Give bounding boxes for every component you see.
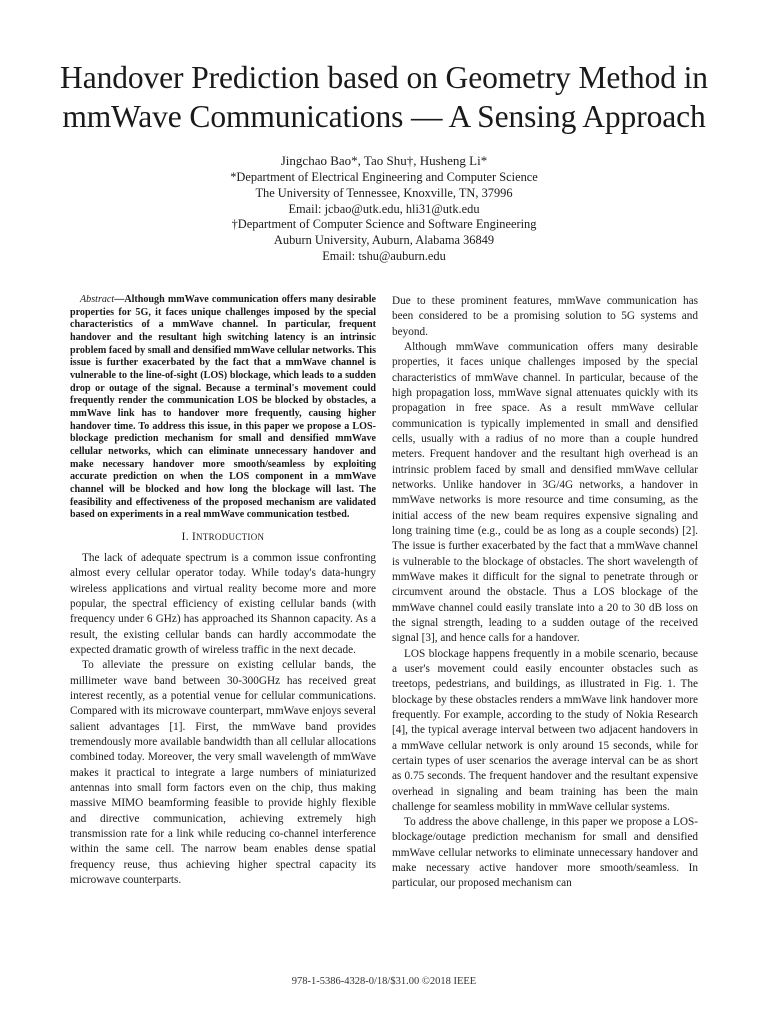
author-names: Jingchao Bao*, Tao Shu†, Husheng Li* <box>280 153 488 168</box>
body-paragraph: To alleviate the pressure on existing cellular bands, the millimeter wave band between 30-300GHz has received great interest recently, as a potential venue for cellular communications. Compared with its microwave counterpart, mmWave enjoys several salient advantages [1]. First, the mmWave band provides tremendously more available bandwidth than all cellular allocations combined today. Moreover, the very small wavelength of mmWave makes it practical to integrate a large numbers of miniaturized antennas into small form factors even on the chip, thus making massive MIMO beamforming feasible to provide highly flexible and directive communication, achieving extremely high transmission rate for a link while reducing co-channel interference within the same cell. The narrow beam enables dense spatial frequency reuse, thus achieving higher spectral capacity its microwave counterparts. <box>70 659 376 887</box>
affiliation-line: The University of Tennessee, Knoxville, TN, 37996 <box>255 185 513 200</box>
section-number: I. <box>181 530 189 543</box>
body-paragraph: LOS blockage happens frequently in a mobile scenario, because a user's movement could easily encounter obstacles such as treetops, pedestrians, and buildings, as illustrated in Fig. 1. The blockage by these obstacles renders a mmWave link handover more frequently. For example, according to the study of Nokia Research [4], the typical average interval between two adjacent handovers in a mmWave cellular network is only around 15 seconds, while for certain types of user scenarios the average interval can be as short as 0.75 seconds. The frequent handover and the resultant expensive overhead in signaling and beam training has been the main challenge for seamless mobility in mmWave cellular systems. <box>392 647 698 813</box>
section-title-initial: I <box>191 530 197 543</box>
affiliation-line: *Department of Electrical Engineering and Computer Science <box>230 170 538 184</box>
abstract <box>70 294 376 522</box>
section-title-rest: NTRODUCTION <box>196 531 265 542</box>
section-heading <box>70 530 376 545</box>
author-email: Email: tshu@auburn.edu <box>322 248 446 263</box>
body-paragraph: To address the above challenge, in this paper we propose a LOS-blockage/outage prediction mechanism for small and densified mmWave cellular networks to eliminate unnecessary handover and make necessary active handover more smooth/seamless. In particular, our proposed mechanism can <box>392 816 698 890</box>
left-column <box>70 294 376 888</box>
abstract-label: Abstract <box>80 294 115 305</box>
body-paragraph: Although mmWave communication offers many desirable properties, it faces unique challenges imposed by the special characteristics of mmWave channel. In particular, because of the high propagation loss, mmWave signal attenuates quickly with its propagation in free space. As a result mmWave cellular communication is typically implemented in small and densified cells, usually with a radius of no more than a couple hundred meters. Frequent handover and the resultant high overhead is an intrinsic problem faced by small and densified mmWave cellular networks. Unlike handover in 3G/4G networks, a handover in mmWave networks is more resource and time consuming, as the initial access of the new beam requires expensive signaling and long training time (e.g., could be as long as a couple seconds) [2]. The issue is further exacerbated by the fact that a mmWave channel is vulnerable to the blockage of obstacles. The short wavelength of mmWave makes it difficult for the signal to penetrate through or circumvent around the obstacle. Thus a LOS blockage of the mmWave channel could easily translate into a 20 to 30 dB loss on the signal strength, leading to a sudden outage of the received signal [3], and hence calls for a handover. <box>392 340 698 645</box>
affiliation-line: †Department of Computer Science and Software Engineering <box>231 217 537 232</box>
author-email: Email: jcbao@utk.edu, hli31@utk.edu <box>288 201 480 216</box>
author-block <box>40 152 728 265</box>
paper-title: Handover Prediction based on Geometry Method in mmWave Communications — A Sensing Approach <box>60 60 708 134</box>
affiliation-line: Auburn University, Auburn, Alabama 36849 <box>273 233 495 248</box>
right-column <box>392 294 698 892</box>
abstract-text: —Although mmWave communication offers many desirable properties for 5G, it faces unique challenges imposed by the special characteristics of a mmWave channel. In particular, frequent handover and the resultant high switching latency is an intrinsic problem faced by small and densified mmWave cellular networks. This issue is further exacerbated by the fact that a mmWave channel is vulnerable to the line-of-sight (LOS) blockage, which leads to a sudden drop or outage of the signal. Because a terminal's movement could frequently render the communication LOS be blocked by obstacles, a mmWave link has to handover more frequently, causing higher handover time. To address this issue, in this paper we propose a LOS-blockage prediction mechanism for small and densified mmWave cellular networks, which can eliminate unnecessary handover and make necessary handover more smooth/seamless by exploiting accurate prediction on when the LOS component in a mmWave channel will be blocked and how long the blockage will last. The feasibility and effectiveness of the proposed mechanism are validated based on experiments in a real mmWave communication testbed. <box>70 294 376 521</box>
body-paragraph: Due to these prominent features, mmWave communication has been considered to be a promising solution to 5G systems and beyond. <box>392 295 698 338</box>
body-paragraph: The lack of adequate spectrum is a common issue confronting almost every cellular operator today. While today's data-hungry wireless applications and virtual reality become more and more popular, the spectral efficiency of existing cellular bands (with frequency under 6 GHz) has approached its Shannon capacity. As a result, the existing cellular bands can hardly accommodate the expected dramatic growth of wireless traffic in the next decade. <box>70 552 376 657</box>
copyright-footer: 978-1-5386-4328-0/18/$31.00 ©2018 IEEE <box>291 976 477 987</box>
